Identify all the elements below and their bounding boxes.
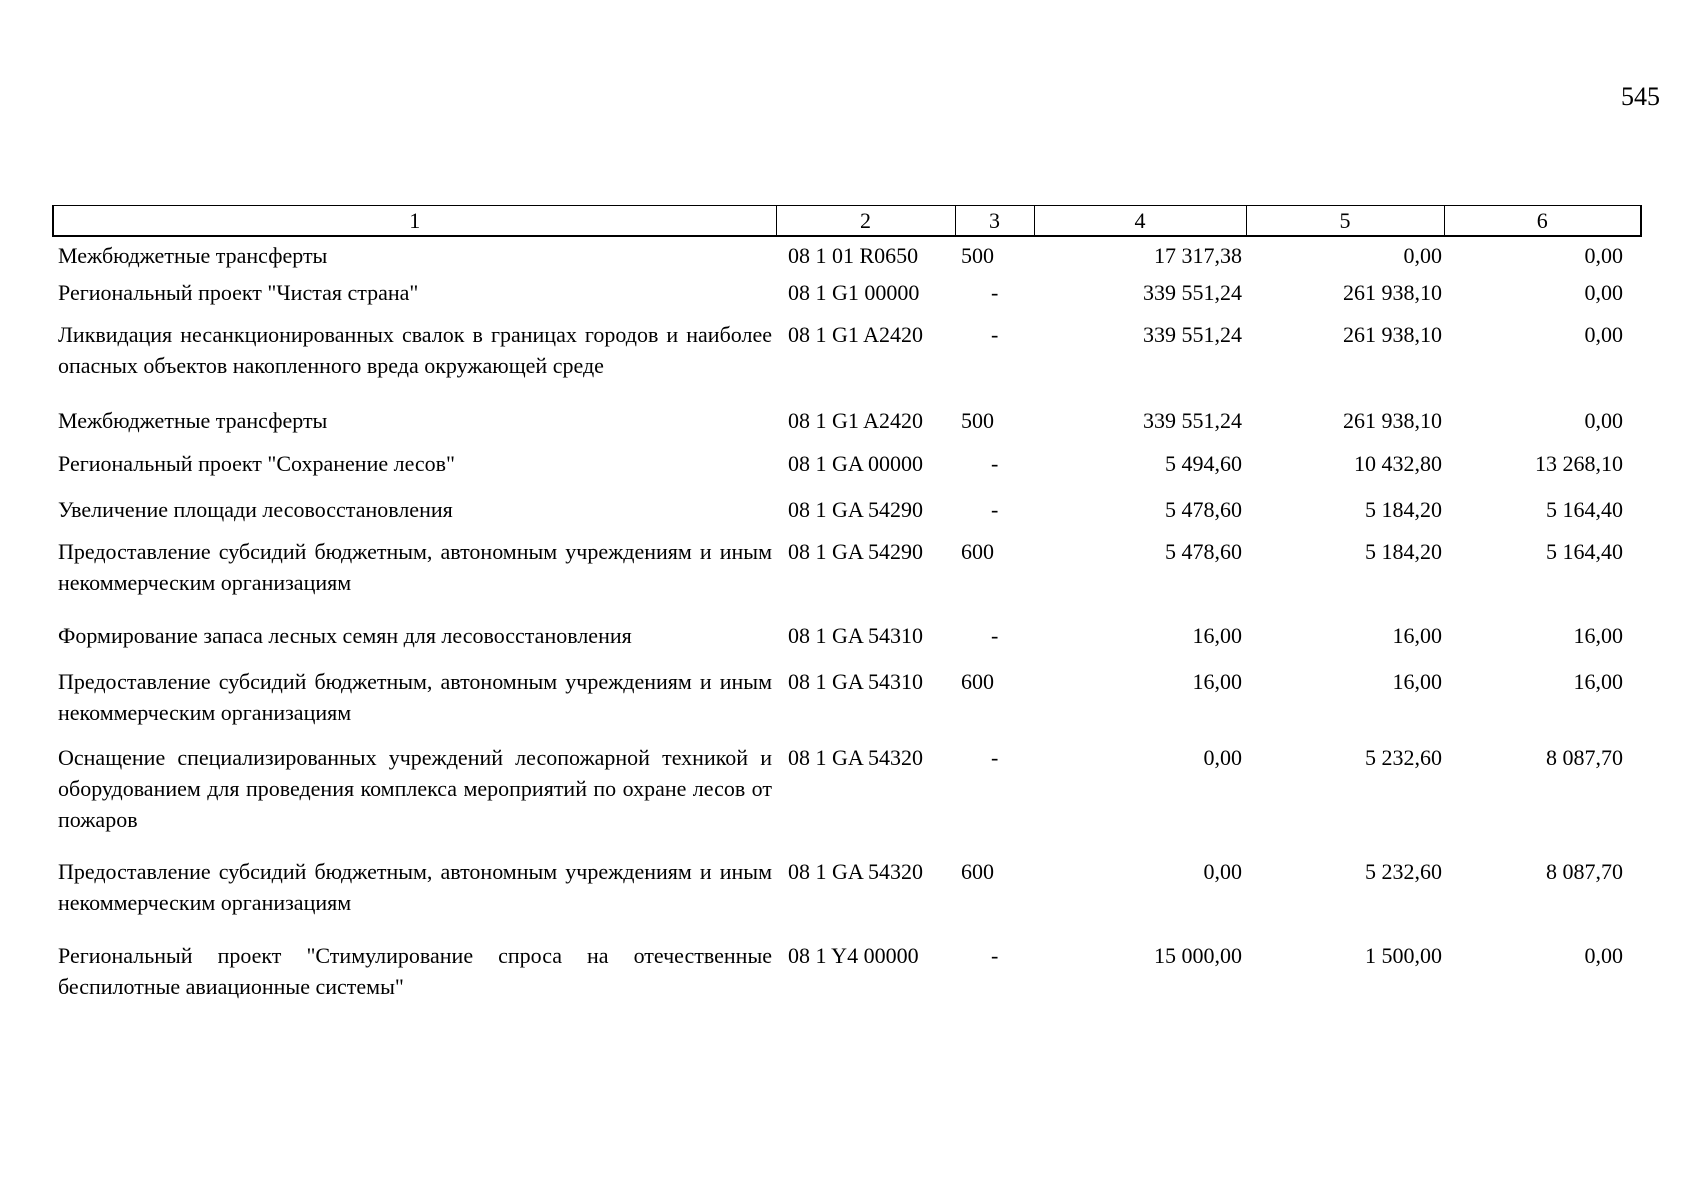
- page-number: 545: [1621, 82, 1660, 111]
- budget-table: [52, 205, 1642, 1017]
- row-name: Региональный проект "Чистая страна": [58, 280, 419, 305]
- table-row: [53, 533, 1641, 617]
- row-value-col4: 0,00: [1203, 745, 1242, 770]
- row-value-col4: 16,00: [1192, 669, 1242, 694]
- row-value-col4: 17 317,38: [1154, 243, 1242, 268]
- row-value-col4: 15 000,00: [1154, 943, 1242, 968]
- row-value-col4: 5 478,60: [1165, 497, 1242, 522]
- row-code: 08 1 GA 54290: [788, 497, 924, 522]
- row-value-col6: 16,00: [1573, 623, 1623, 648]
- table-row: [53, 491, 1641, 533]
- row-value-col4: 5 494,60: [1165, 451, 1242, 476]
- row-value-col4: 339 551,24: [1143, 408, 1242, 433]
- row-value-col5: 5 232,60: [1365, 859, 1442, 884]
- row-name: Формирование запаса лесных семян для лесовосстановления: [58, 623, 632, 648]
- table-row: [53, 316, 1641, 402]
- row-value-col5: 261 938,10: [1343, 280, 1442, 305]
- row-name: Ликвидация несанкционированных свалок в границах городов и наиболее опасных объектов накопленного вреда окружающей среде: [58, 322, 772, 378]
- table-row: [53, 617, 1641, 663]
- row-value-col5: 16,00: [1392, 669, 1442, 694]
- row-value-col5: 0,00: [1403, 243, 1442, 268]
- header-row: [53, 206, 1641, 237]
- row-code: 08 1 GA 00000: [788, 451, 924, 476]
- table-body: [53, 236, 1641, 1017]
- column-header: 3: [955, 206, 1034, 237]
- row-name: Региональный проект "Стимулирование спроса на отечественные беспилотные авиационные системы": [58, 943, 772, 999]
- row-code: 08 1 GA 54290: [788, 539, 924, 564]
- row-value-col5: 261 938,10: [1343, 408, 1442, 433]
- row-code: 08 1 GA 54310: [788, 669, 924, 694]
- row-value-col5: 10 432,80: [1354, 451, 1442, 476]
- row-expense-type: -: [991, 623, 999, 648]
- row-name: Оснащение специализированных учреждений лесопожарной техникой и оборудованием для проведения комплекса мероприятий по охране лесов от пожаров: [58, 745, 772, 832]
- row-name: Межбюджетные трансферты: [58, 243, 328, 268]
- table-row: [53, 402, 1641, 445]
- row-value-col5: 5 184,20: [1365, 539, 1442, 564]
- row-name: Предоставление субсидий бюджетным, автономным учреждениям и иным некоммерческим организациям: [58, 539, 772, 595]
- row-expense-type: -: [991, 745, 999, 770]
- row-value-col6: 5 164,40: [1546, 539, 1623, 564]
- row-value-col6: 0,00: [1584, 322, 1623, 347]
- row-value-col4: 16,00: [1192, 623, 1242, 648]
- row-value-col4: 5 478,60: [1165, 539, 1242, 564]
- row-expense-type: -: [991, 497, 999, 522]
- column-header: 2: [776, 206, 955, 237]
- row-value-col5: 261 938,10: [1343, 322, 1442, 347]
- row-expense-type: 600: [961, 669, 994, 694]
- row-expense-type: -: [991, 943, 999, 968]
- row-expense-type: -: [991, 322, 999, 347]
- table-row: [53, 937, 1641, 1017]
- row-value-col6: 0,00: [1584, 408, 1623, 433]
- row-code: 08 1 Y4 00000: [788, 943, 919, 968]
- row-name: Предоставление субсидий бюджетным, автономным учреждениям и иным некоммерческим организациям: [58, 859, 772, 915]
- row-expense-type: -: [991, 280, 999, 305]
- row-value-col6: 8 087,70: [1546, 859, 1623, 884]
- table-row: [53, 739, 1641, 853]
- row-code: 08 1 G1 00000: [788, 280, 920, 305]
- row-code: 08 1 GA 54320: [788, 745, 924, 770]
- row-value-col4: 0,00: [1203, 859, 1242, 884]
- row-value-col6: 13 268,10: [1535, 451, 1623, 476]
- table-row: [53, 445, 1641, 491]
- row-value-col5: 16,00: [1392, 623, 1442, 648]
- row-name: Региональный проект "Сохранение лесов": [58, 451, 456, 476]
- row-expense-type: 600: [961, 539, 994, 564]
- table-row: [53, 663, 1641, 739]
- row-name: Предоставление субсидий бюджетным, автономным учреждениям и иным некоммерческим организациям: [58, 669, 772, 725]
- row-code: 08 1 G1 A2420: [788, 322, 924, 347]
- row-value-col6: 16,00: [1573, 669, 1623, 694]
- table-row: [53, 853, 1641, 937]
- column-header: 1: [53, 206, 776, 237]
- row-expense-type: 500: [961, 408, 994, 433]
- row-value-col6: 0,00: [1584, 243, 1623, 268]
- column-header: 5: [1246, 206, 1444, 237]
- row-value-col5: 1 500,00: [1365, 943, 1442, 968]
- table-row: [53, 236, 1641, 274]
- row-value-col6: 5 164,40: [1546, 497, 1623, 522]
- row-expense-type: 500: [961, 243, 994, 268]
- column-header: 4: [1034, 206, 1246, 237]
- row-expense-type: -: [991, 451, 999, 476]
- row-name: Межбюджетные трансферты: [58, 408, 328, 433]
- row-expense-type: 600: [961, 859, 994, 884]
- row-code: 08 1 GA 54310: [788, 623, 924, 648]
- row-value-col6: 0,00: [1584, 943, 1623, 968]
- table-row: [53, 274, 1641, 316]
- row-value-col5: 5 232,60: [1365, 745, 1442, 770]
- row-code: 08 1 G1 A2420: [788, 408, 924, 433]
- row-value-col5: 5 184,20: [1365, 497, 1442, 522]
- row-value-col6: 0,00: [1584, 280, 1623, 305]
- row-name: Увеличение площади лесовосстановления: [58, 497, 453, 522]
- column-header: 6: [1444, 206, 1641, 237]
- row-code: 08 1 01 R0650: [788, 243, 919, 268]
- row-code: 08 1 GA 54320: [788, 859, 924, 884]
- row-value-col6: 8 087,70: [1546, 745, 1623, 770]
- row-value-col4: 339 551,24: [1143, 280, 1242, 305]
- row-value-col4: 339 551,24: [1143, 322, 1242, 347]
